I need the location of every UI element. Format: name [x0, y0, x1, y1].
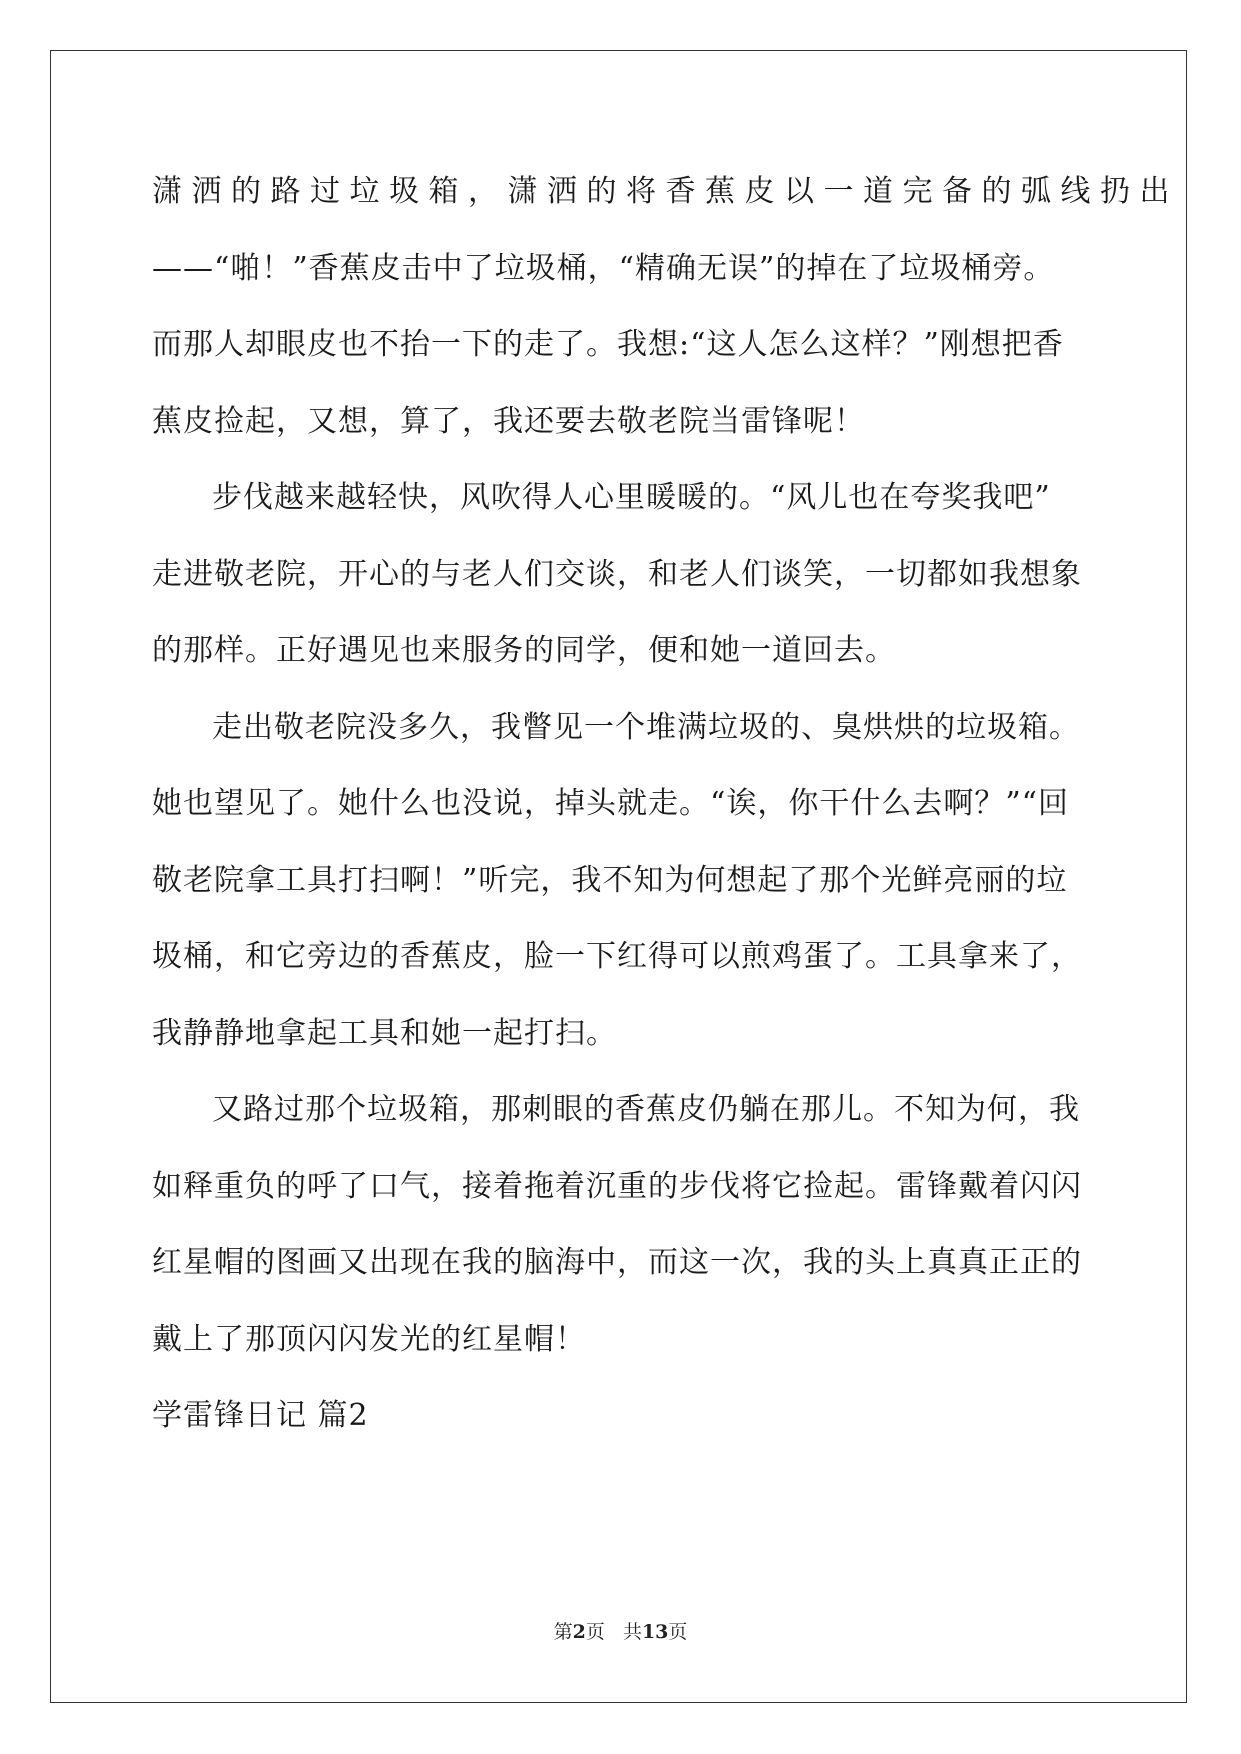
paragraph-start-line: 走出敬老院没多久，我瞥见一个堆满垃圾的、臭烘烘的垃圾箱。 [212, 709, 1080, 745]
footer-suffix: 页 [668, 1621, 688, 1643]
section-heading: 学雷锋日记 篇2 [152, 1398, 369, 1433]
text-line: 的那样。正好遇见也来服务的同学，便和她一道回去。 [152, 633, 896, 668]
footer-page-number: 2 [572, 1621, 586, 1643]
footer-mid: 页 共 [585, 1621, 642, 1643]
text-line: ——“啪！”香蕉皮击中了垃圾桶，“精确无误”的掉在了垃圾桶旁。 [152, 250, 1055, 286]
text-line: 戴上了那顶闪闪发光的红星帽！ [152, 1321, 586, 1357]
page-footer [0, 1617, 1241, 1644]
text-line: 圾桶，和它旁边的香蕉皮，脸一下红得可以煎鸡蛋了。工具拿来了， [152, 939, 1082, 974]
text-line: 她也望见了。她什么也没说，掉头就走。“诶，你干什么去啊？”“回 [152, 786, 1070, 821]
document-body [152, 162, 1179, 1463]
text-line: 走进敬老院，开心的与老人们交谈，和老人们谈笑，一切都如我想象 [152, 556, 1082, 592]
text-line: 敬老院拿工具打扫啊！”听完，我不知为何想起了那个光鲜亮丽的垃 [152, 862, 1068, 898]
text-line: 而那人却眼皮也不抬一下的走了。我想:“这人怎么这样？”刚想把香 [152, 327, 1064, 362]
paragraph-start-line: 又路过那个垃圾箱，那刺眼的香蕉皮仍躺在那儿。不知为何，我 [212, 1092, 1080, 1127]
text-line: 潇洒的路过垃圾箱，潇洒的将香蕉皮以一道完备的弧线扔出 [152, 174, 1179, 209]
paragraph-start-line: 步伐越来越轻快，风吹得人心里暖暖的。“风儿也在夸奖我吧” [212, 480, 1051, 515]
footer-total-pages: 13 [641, 1621, 669, 1643]
text-line: 如释重负的呼了口气，接着拖着沉重的步伐将它捡起。雷锋戴着闪闪 [152, 1168, 1082, 1204]
text-line: 红星帽的图画又出现在我的脑海中，而这一次，我的头上真真正正的 [152, 1245, 1082, 1280]
text-line: 蕉皮捡起，又想，算了，我还要去敬老院当雷锋呢！ [152, 403, 865, 439]
text-line: 我静静地拿起工具和她一起打扫。 [152, 1015, 617, 1051]
footer-prefix: 第 [553, 1621, 573, 1643]
